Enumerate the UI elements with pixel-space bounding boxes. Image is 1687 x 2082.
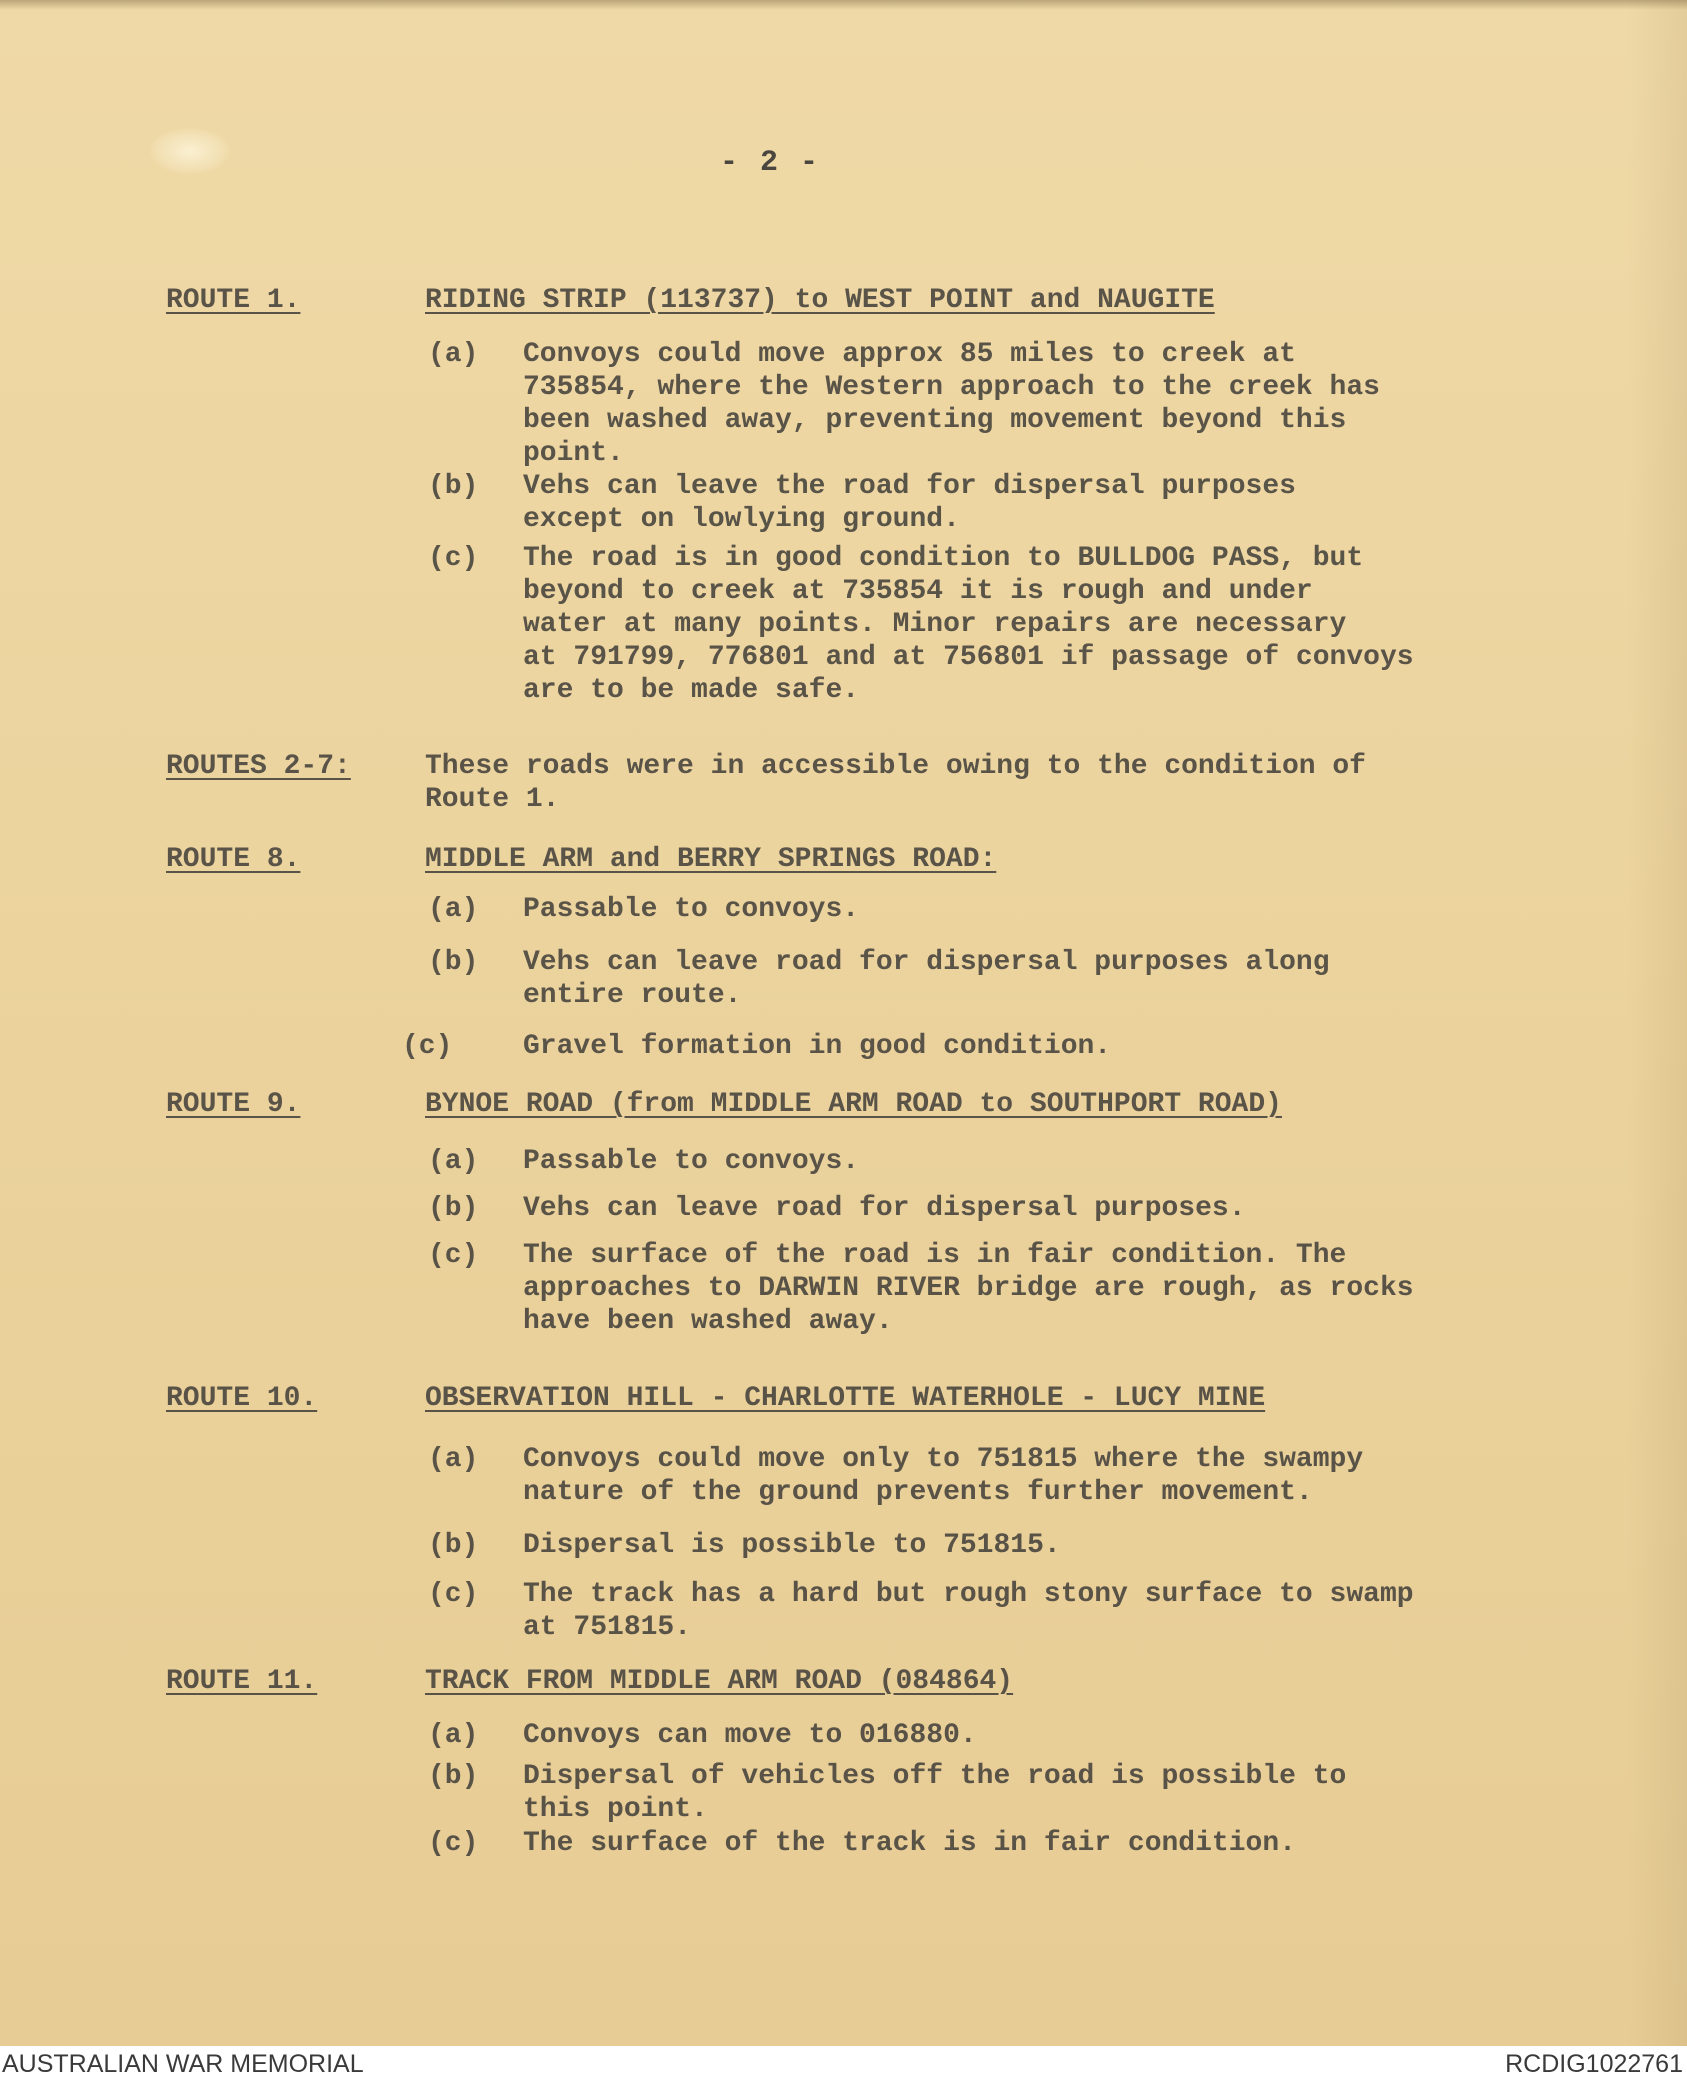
item-text: The road is in good condition to BULLDOG PASS, but beyond to creek at 735854 it is rough and under water at many points. Minor repairs are necessary at 791799, 776801 and at 756801 if passage of convoys are to be made safe. [523,543,1414,706]
item-letter: (a) [428,1146,479,1177]
route-1-label: ROUTE 1. [166,285,301,316]
item-text: The surface of the road is in fair condition. The approaches to DARWIN RIVER bridge are rough, as rocks have been washed away. [523,1240,1414,1337]
route-11-label: ROUTE 11. [166,1666,318,1697]
route-9-item-a [428,1145,1598,1178]
item-text: Vehs can leave road for dispersal purposes. [523,1193,1246,1224]
item-text: The track has a hard but rough stony surface to swamp at 751815. [523,1579,1414,1643]
item-text: The surface of the track is in fair condition. [523,1828,1296,1859]
item-letter: (b) [428,1530,479,1561]
item-letter: (c) [428,1579,479,1610]
route-8-label: ROUTE 8. [166,844,301,875]
footer-bar [0,2046,1687,2082]
footer-source: AUSTRALIAN WAR MEMORIAL [2,2050,364,2078]
item-text: Vehs can leave road for dispersal purposes along entire route. [523,947,1330,1011]
route-9-title: BYNOE ROAD (from MIDDLE ARM ROAD to SOUTHPORT ROAD) [425,1089,1282,1120]
route-1-item-b [428,470,1598,536]
route-1-title: RIDING STRIP (113737) to WEST POINT and NAUGITE [425,285,1215,316]
paper-stain [150,128,230,174]
route-11-item-a [428,1719,1598,1752]
item-text: Convoys could move approx 85 miles to creek at 735854, where the Western approach to the creek has been washed away, preventing movement beyond this point. [523,339,1380,469]
route-10-item-b [428,1529,1598,1562]
route-8-item-a [428,893,1598,926]
route-1-item-a [428,338,1598,470]
item-letter: (b) [428,1761,479,1792]
item-letter: (c) [428,1828,479,1859]
item-text: Dispersal is possible to 751815. [523,1530,1061,1561]
item-text: Convoys can move to 016880. [523,1720,977,1751]
item-letter: (c) [428,543,479,574]
item-letter: (c) [402,1031,453,1062]
item-letter: (b) [428,471,479,502]
route-9-label: ROUTE 9. [166,1089,301,1120]
item-text: Passable to convoys. [523,894,860,925]
route-1-item-c [428,542,1598,707]
page-number: - 2 - [720,146,821,180]
route-10-item-a [428,1443,1598,1509]
item-letter: (a) [428,894,479,925]
route-10-item-c [428,1578,1598,1644]
route-11-item-b [428,1760,1598,1826]
routes-2-7-text: These roads were in accessible owing to the condition of Route 1. [425,751,1366,815]
routes-2-7-label: ROUTES 2-7: [166,751,351,782]
route-8-item-b [428,946,1598,1012]
route-11-item-c [428,1827,1598,1860]
item-letter: (a) [428,1444,479,1475]
footer-record-id: RCDIG1022761 [1505,2050,1683,2078]
item-text: Passable to convoys. [523,1146,860,1177]
route-10-title: OBSERVATION HILL - CHARLOTTE WATERHOLE - LUCY MINE [425,1383,1266,1414]
item-text: Vehs can leave the road for dispersal purposes except on lowlying ground. [523,471,1296,535]
route-8-item-c [402,1030,1572,1063]
route-8-title: MIDDLE ARM and BERRY SPRINGS ROAD: [425,844,997,875]
route-9-item-c [428,1239,1598,1338]
item-letter: (b) [428,1193,479,1224]
route-9-item-b [428,1192,1598,1225]
item-text: Convoys could move only to 751815 where the swampy nature of the ground prevents further movement. [523,1444,1364,1508]
item-letter: (b) [428,947,479,978]
route-11-title: TRACK FROM MIDDLE ARM ROAD (084864) [425,1666,1014,1697]
route-10-label: ROUTE 10. [166,1383,318,1414]
item-letter: (a) [428,1720,479,1751]
item-letter: (c) [428,1240,479,1271]
item-letter: (a) [428,339,479,370]
item-text: Dispersal of vehicles off the road is possible to this point. [523,1761,1347,1825]
item-text: Gravel formation in good condition. [523,1031,1112,1062]
